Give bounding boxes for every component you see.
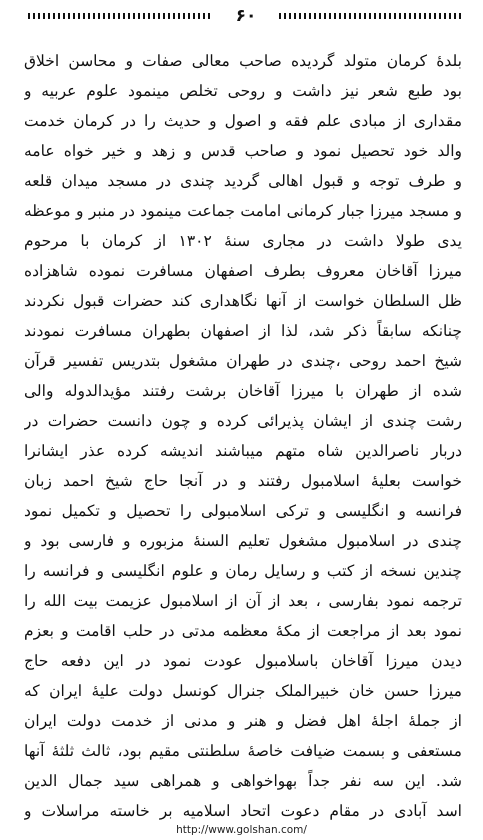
text-line: میرزا حسن خان خبیرالملک جنرال کونسل دولت علیهٔ ایران که	[24, 682, 462, 700]
page-number: ۶۰	[235, 6, 257, 26]
text-line: مقداری از مبادی علم فقه و اصول و حدیث را در کرمان خدمت	[24, 112, 462, 130]
text-line: میرزا آقاخان معروف بطرف اصفهان مسافرت نموده شاهزاده	[24, 262, 462, 280]
page-header	[28, 6, 464, 26]
text-line: و مسجد میرزا جبار کرمانی امامت جماعت مینمود در منبر و موعظه	[24, 202, 462, 220]
text-line: بلدهٔ کرمان متولد گردیده صاحب معالی صفات و محاسن اخلاق	[24, 52, 462, 70]
text-line: ترجمه نمود بفارسی ، بعد از آن از اسلامبول عزیمت بیت الله را	[24, 592, 462, 610]
text-line: نمود بعد از مراجعت از مکهٔ معظمه مدتی در حلب اقامت و بعزم	[24, 622, 462, 640]
text-line: شد. این سه نفر جداً بهواخواهی و همراهی سید جمال الدین	[24, 772, 462, 790]
text-line: یدی طولا داشت در مجاری سنهٔ ۱۳۰۲ از کرمان با مرحوم	[24, 232, 462, 250]
text-line: و طرف توجه و قبول اهالی گردید چندی در مسجد میدان قلعه	[24, 172, 462, 190]
text-line: فرانسه و انگلیسی و ترکی اسلامبولی را تحصیل و تکمیل نمود	[24, 502, 462, 520]
text-line: خواست بعلیهٔ اسلامبول رفتند و در آنجا حاج شیخ احمد زبان	[24, 472, 462, 490]
text-line: اسد آبادی در مقام دعوت اتحاد اسلامیه بر خاسته مراسلات و	[24, 802, 462, 820]
header-ornament-left	[28, 13, 213, 19]
text-line: ظل السلطان خواست از آنها نگاهداری کند حضرات قبول نکردند	[24, 292, 462, 310]
text-line: دربار ناصرالدین شاه متهم میباشند اندیشه کرده عذر ایشانرا	[24, 442, 462, 460]
text-line: چنانکه سابقاً ذکر شد، لذا از اصفهان بطهران مسافرت نمودند	[24, 322, 462, 340]
text-line: بود طبع شعر نیز داشت و روحی تخلص مینمود علوم عربیه و	[24, 82, 462, 100]
text-line: رشت چندی از ایشان پذیرائی کرده و چون دانست حضرات در	[24, 412, 462, 430]
text-line: شده از طهران با میرزا آقاخان برشت رفتند مؤیدالدوله والی	[24, 382, 462, 400]
text-line: چندی در اسلامبول مشغول تعلیم السنهٔ مزبوره و فارسی بود و	[24, 532, 462, 550]
body-text	[24, 46, 462, 826]
text-line: مستعفی و بسمت ضیافت خاصهٔ سلطنتی مقیم بود، ثالث ثلثهٔ آنها	[24, 742, 462, 760]
footer-url[interactable]: http://www.golshan.com/	[176, 824, 307, 836]
text-line: شیخ احمد روحی ،چندی در طهران مشغول بتدریس تفسیر قرآن	[24, 352, 462, 370]
text-line: چندین نسخه از کتب و رسایل رمان و علوم انگلیسی و فرانسه را	[24, 562, 462, 580]
text-line: از جملهٔ اجلهٔ اهل فضل و هنر و مدنی از خدمت دولت ایران	[24, 712, 462, 730]
text-line: والد خود تحصیل نمود و صاحب قدس و زهد و خیر خواه عامه	[24, 142, 462, 160]
header-ornament-right	[279, 13, 464, 19]
text-line: دیدن میرزا آقاخان باسلامبول عودت نمود در این دفعه حاج	[24, 652, 462, 670]
